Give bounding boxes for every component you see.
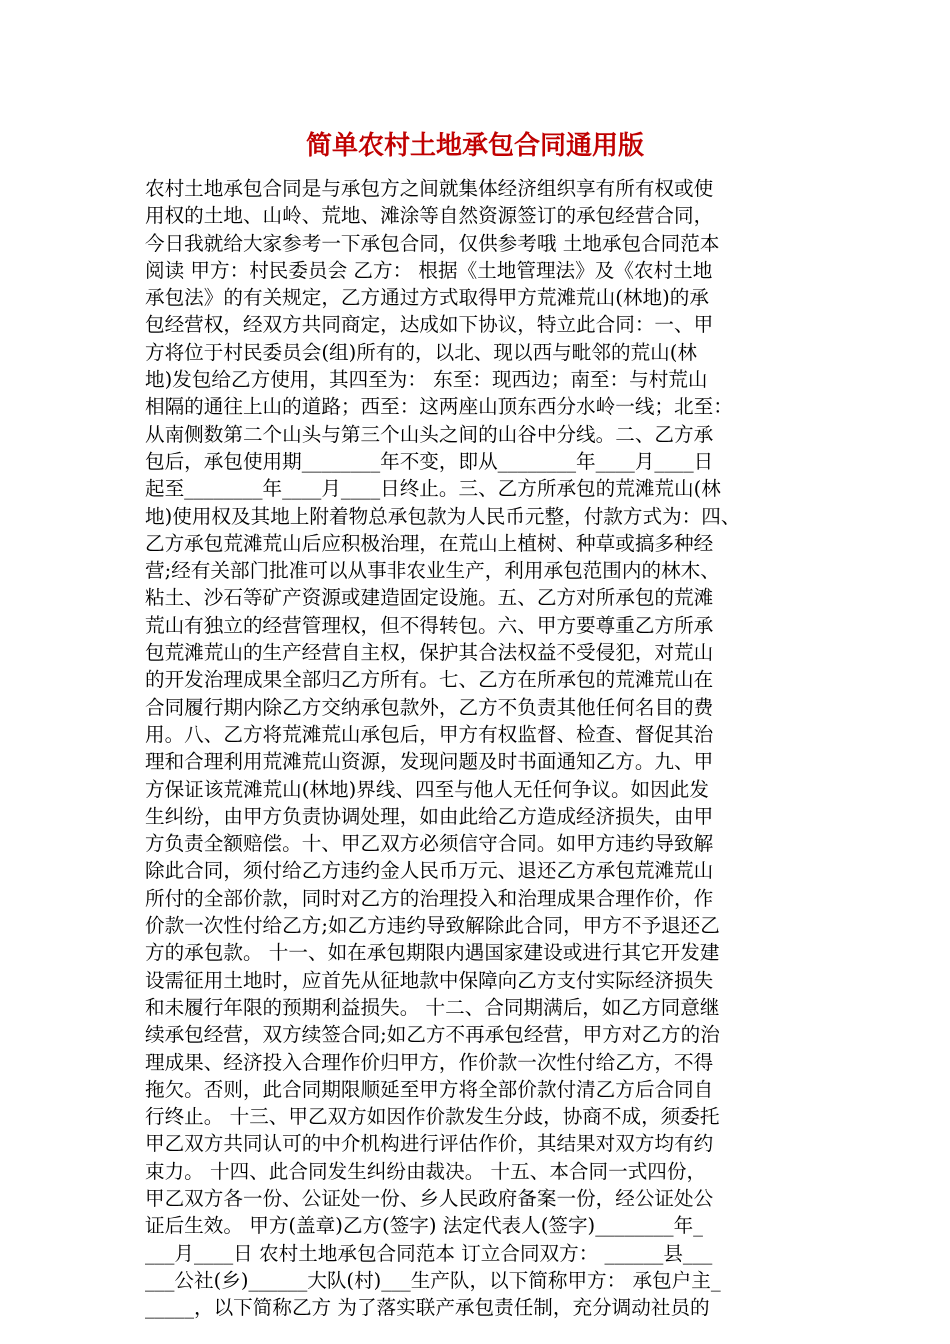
body-line: 地)使用权及其地上附着物总承包款为人民币元整，付款方式为：四、 [145,504,741,528]
body-line: ___公社(乡)______大队(村)___生产队，以下简称甲方： 承包户主_ [145,1268,721,1292]
body-line: 甲乙双方各一份、公证处一份、乡人民政府备案一份，经公证处公 [145,1186,714,1210]
body-line: 合同履行期内除乙方交纳承包款外，乙方不负责其他任何名目的费 [145,695,714,719]
body-line: 价款一次性付给乙方;如乙方违约导致解除此合同，甲方不予退还乙 [145,914,720,938]
body-line: 的开发治理成果全部归乙方所有。七、乙方在所承包的荒滩荒山在 [145,668,714,692]
body-line: 续承包经营，双方续签合同;如乙方不再承包经营，甲方对乙方的治 [145,1023,720,1047]
body-line: 方将位于村民委员会(组)所有的，以北、现以西与毗邻的荒山(林 [145,340,697,364]
body-line: 营;经有关部门批准可以从事非农业生产，利用承包范围内的林木、 [145,559,720,583]
body-line: 承包法》的有关规定，乙方通过方式取得甲方荒滩荒山(林地)的承 [145,286,709,310]
body-line: 所付的全部价款，同时对乙方的治理投入和治理成果合理作价，作 [145,886,714,910]
body-line: 从南侧数第二个山头与第三个山头之间的山谷中分线。二、乙方承 [145,422,714,446]
body-line: 除此合同，须付给乙方违约金人民币万元、退还乙方承包荒滩荒山 [145,859,714,883]
body-line: 生纠纷，由甲方负责协调处理，如由此给乙方造成经济损失，由甲 [145,804,714,828]
body-line: 乙方承包荒滩荒山后应积极治理，在荒山上植树、种草或搞多种经 [145,531,714,555]
body-line: 拖欠。否则，此合同期限顺延至甲方将全部价款付清乙方后合同自 [145,1077,714,1101]
body-line: 用权的土地、山岭、荒地、滩涂等自然资源签订的承包经营合同， [145,204,714,228]
body-line: 行终止。 十三、甲乙双方如因作价款发生分歧，协商不成，须委托 [145,1105,720,1129]
body-line: 理成果、经济投入合理作价归甲方，作价款一次性付给乙方，不得 [145,1050,714,1074]
body-line: 包荒滩荒山的生产经营自主权，保护其合法权益不受侵犯，对荒山 [145,641,714,665]
body-line: 用。八、乙方将荒滩荒山承包后，甲方有权监督、检查、督促其治 [145,722,714,746]
body-line: _____，以下简称乙方 为了落实联产承包责任制，充分调动社员的 [145,1296,710,1320]
document-title: 简单农村土地承包合同通用版 [305,131,644,161]
body-line: 粘土、沙石等矿产资源或建造固定设施。五、乙方对所承包的荒滩 [145,586,714,610]
body-line: 今日我就给大家参考一下承包合同，仅供参考哦 土地承包合同范本 [145,231,720,255]
body-line: 甲乙双方共同认可的中介机构进行评估作价，其结果对双方均有约 [145,1132,714,1156]
body-line: 方的承包款。 十一、如在承包期限内遇国家建设或进行其它开发建 [145,941,720,965]
body-line: 包后，承包使用期________年不变，即从________年____月____日 [145,449,714,473]
body-line: ___月____日 农村土地承包合同范本 订立合同双方： ______县___ [145,1241,713,1265]
body-line: 起至________年____月____日终止。三、乙方所承包的荒滩荒山(林 [145,477,721,501]
body-line: 方负责全额赔偿。十、甲乙双方必须信守合同。如甲方违约导致解 [145,832,714,856]
body-line: 设需征用土地时，应首先从征地款中保障向乙方支付实际经济损失 [145,968,714,992]
body-line: 地)发包给乙方使用，其四至为： 东至：现西边；南至：与村荒山 [145,368,708,392]
body-line: 荒山有独立的经营管理权，但不得转包。六、甲方要尊重乙方所承 [145,613,714,637]
body-line: 束力。 十四、此合同发生纠纷由裁决。 十五、本合同一式四份， [145,1159,707,1183]
body-line: 方保证该荒滩荒山(林地)界线、四至与他人无任何争议。如因此发 [145,777,709,801]
document-body [145,175,807,1321]
body-line: 理和合理利用荒滩荒山资源，发现问题及时书面通知乙方。九、甲 [145,750,714,774]
body-line: 包经营权，经双方共同商定，达成如下协议，特立此合同：一、甲 [145,313,714,337]
body-line: 相隔的通往上山的道路；西至：这两座山顶东西分水岭一线；北至： [145,395,733,419]
body-line: 和未履行年限的预期利益损失。 十二、合同期满后，如乙方同意继 [145,995,720,1019]
body-line: 证后生效。 甲方(盖章)乙方(签字) 法定代表人(签字)________年_ [145,1214,703,1238]
body-line: 阅读 甲方：村民委员会 乙方： 根据《土地管理法》及《农村土地 [145,258,713,282]
body-line: 农村土地承包合同是与承包方之间就集体经济组织享有所有权或使 [145,177,714,200]
